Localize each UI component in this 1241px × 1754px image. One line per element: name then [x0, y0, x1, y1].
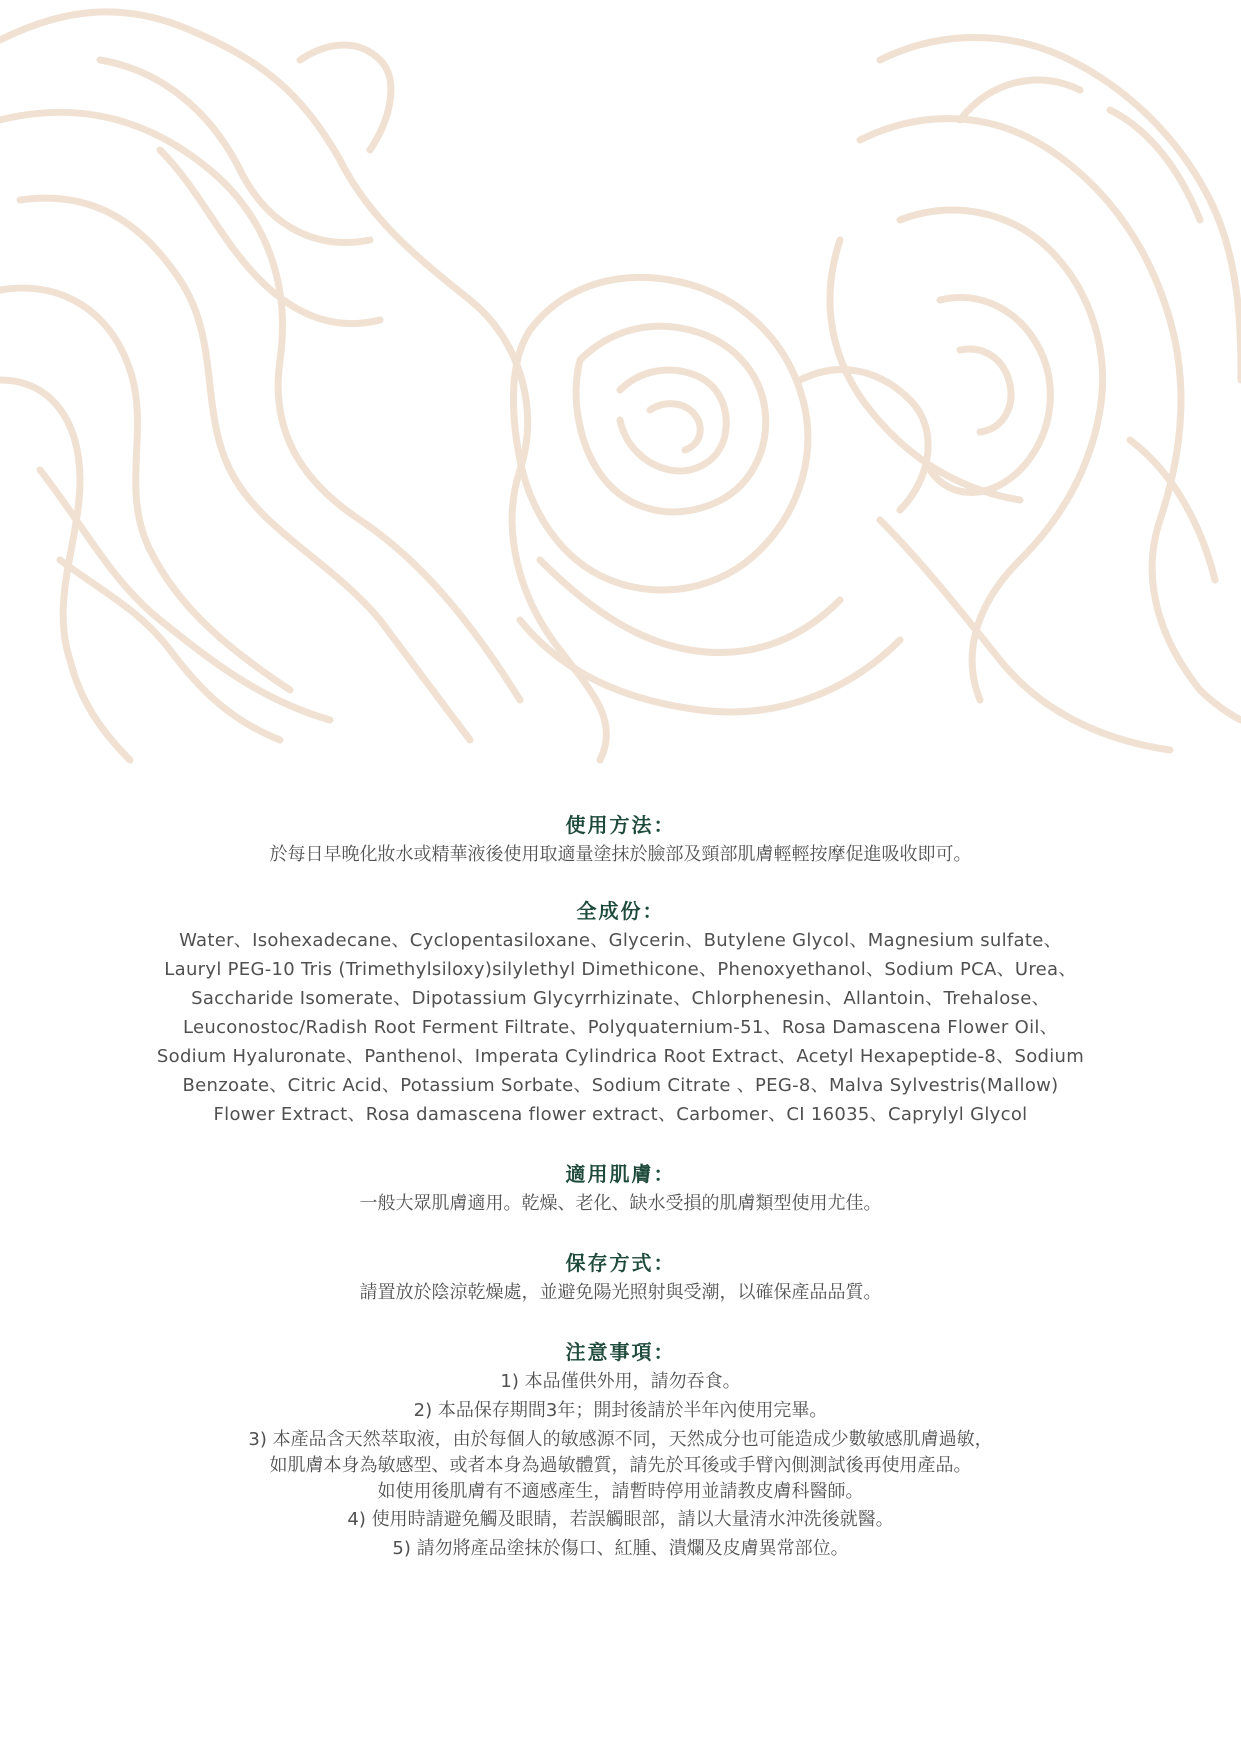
skin-type-title: 適用肌膚：: [565, 1162, 676, 1186]
ingredients-title: 全成份：: [576, 899, 665, 923]
precaution-item: 3) 本產品含天然萃取液，由於每個人的敏感源不同，天然成分也可能造成少數敏感肌膚過敏，: [248, 1429, 993, 1450]
ingredients-section: [0, 896, 1241, 1129]
precautions-section: [0, 1337, 1241, 1563]
storage-title: 保存方式：: [565, 1251, 676, 1275]
ingredients-text: Water、Isohexadecane、Cyclopentasiloxane、Glycerin、Butylene Glycol、Magnesium sulfate、Lauryl PEG-10 Tris (Trimethylsiloxy)silylethyl Dimethicone、Phenoxyethanol、Sodium PCA、Urea、Saccharide Isomerate、Dipotassium Glycyrrhizinate、Chlorphenesin、Allantoin、Trehalose、Leuconostoc/Radish Root Ferment Filtrate、Polyquaternium-51、Rosa Damascena Flower Oil、Sodium Hyaluronate、Panthenol、Imperata Cylindrica Root Extract、Acetyl Hexapeptide-8、Sodium Benzoate、Citric Acid、Potassium Sorbate、Sodium Citrate 、PEG-8、Malva Sylvestris(Mallow) Flower Extract、Rosa damascena flower extract、Carbomer、CI 16035、Caprylyl Glycol: [156, 930, 1085, 1125]
skin-type-section: [0, 1159, 1241, 1218]
floral-illustration: [0, 0, 1241, 770]
precaution-item-multiline: [0, 1427, 1241, 1505]
precaution-item: 5) 請勿將產品塗抹於傷口、紅腫、潰爛及皮膚異常部位。: [392, 1538, 849, 1559]
precaution-item: 4) 使用時請避免觸及眼睛，若誤觸眼部，請以大量清水沖洗後就醫。: [347, 1509, 894, 1530]
precaution-item: 2) 本品保存期間3年；開封後請於半年內使用完畢。: [413, 1400, 828, 1421]
skin-type-text: 一般大眾肌膚適用。乾燥、老化、缺水受損的肌膚類型使用尤佳。: [359, 1193, 882, 1214]
usage-title: 使用方法：: [565, 813, 676, 837]
usage-section: [0, 810, 1241, 869]
precaution-item-continued: 如肌膚本身為敏感型、或者本身為過敏體質，請先於耳後或手臂內側測試後再使用產品。: [269, 1455, 972, 1476]
precaution-item-continued: 如使用後肌膚有不適感產生，請暫時停用並請教皮膚科醫師。: [377, 1481, 864, 1502]
usage-text: 於每日早晚化妝水或精華液後使用取適量塗抹於臉部及頸部肌膚輕輕按摩促進吸收即可。: [269, 844, 972, 865]
precaution-item: 1) 本品僅供外用，請勿吞食。: [500, 1371, 741, 1392]
precautions-title: 注意事項：: [565, 1340, 676, 1364]
storage-text: 請置放於陰涼乾燥處，並避免陽光照射與受潮，以確保產品品質。: [359, 1282, 882, 1303]
product-info: [0, 810, 1241, 1563]
storage-section: [0, 1248, 1241, 1307]
